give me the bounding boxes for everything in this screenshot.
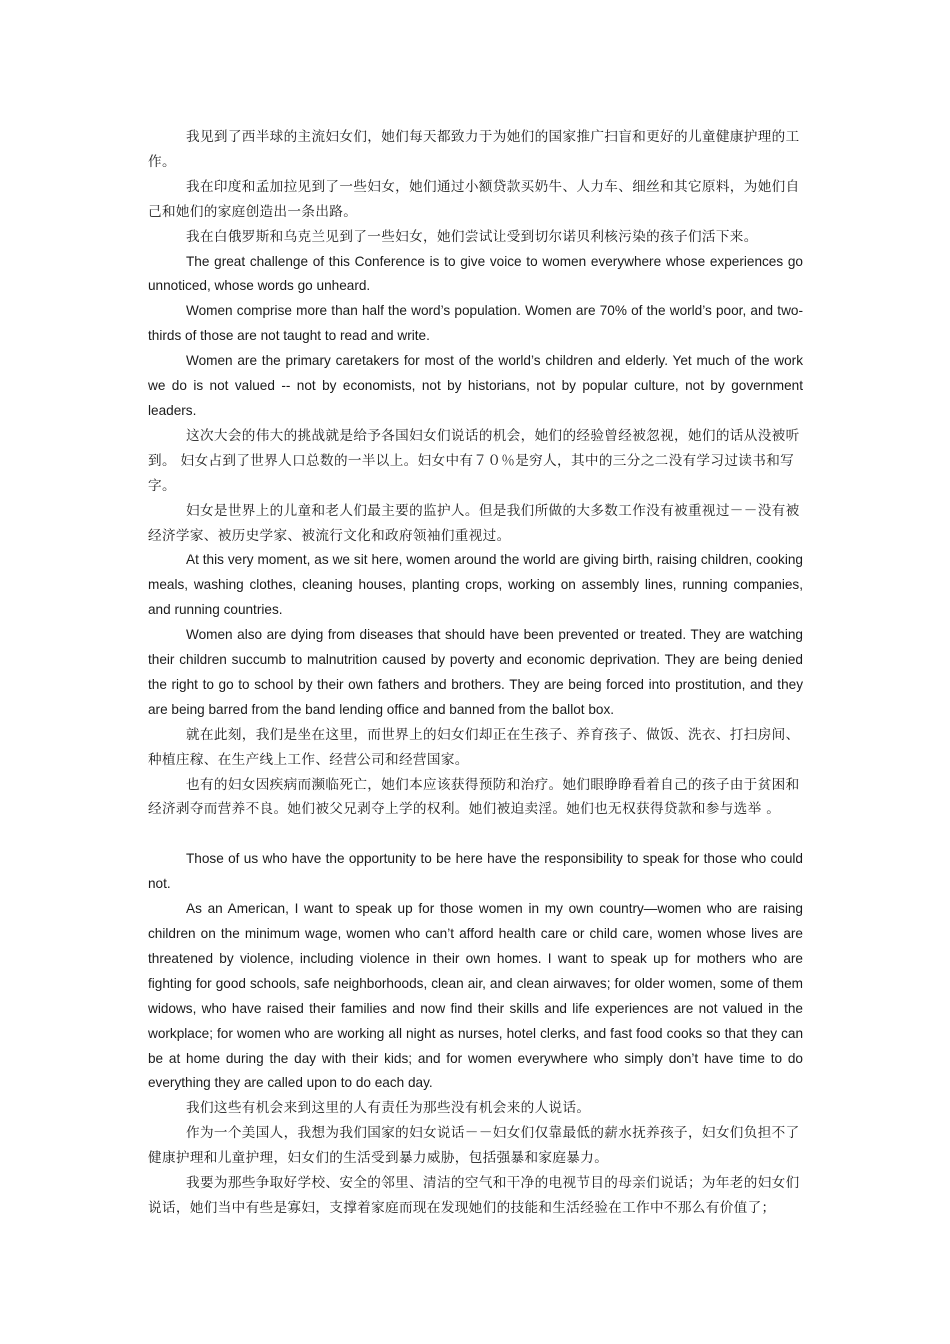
paragraph-english: Women comprise more than half the word’s population. Women are 70% of the world’s poor, and two-thirds of those are not taught to read and write. — [148, 303, 803, 344]
paragraph-chinese: 也有的妇女因疾病而濒临死亡，她们本应该获得预防和治疗。她们眼睁睁看着自己的孩子由于贫困和经济剥夺而营养不良。她们被父兄剥夺上学的权利。她们被迫卖淫。她们也无权获得贷款和参与选举 。 — [148, 776, 800, 818]
paragraph-chinese: 作为一个美国人，我想为我们国家的妇女说话－－妇女们仅靠最低的薪水抚养孩子，妇女们负担不了健康护理和儿童护理，妇女们的生活受到暴力威胁，包括强暴和家庭暴力。 — [148, 1125, 800, 1167]
paragraph-english: As an American, I want to speak up for those women in my own country—women who are raising children on the minimum wage, women who can’t afford health care or child care, women whose lives are threatened by violence, including violence in their own homes. I want to speak up for mothers who are fighting for good schools, safe neighborhoods, clean air, and clean airwaves; for older women, some of them widows, who have raised their families and now find their skills and life experiences are not valued in the workplace; for women who are working all night as nurses, hotel clerks, and fast food cooks so that they can be at home during the day with their kids; and for women everywhere who simply don’t have time to do everything they are called upon to do each day. — [148, 901, 803, 1091]
paragraph-chinese: 我们这些有机会来到这里的人有责任为那些没有机会来的人说话。 — [186, 1100, 591, 1117]
paragraph-spacer — [148, 822, 803, 847]
paragraph-english: Those of us who have the opportunity to be here have the responsibility to speak for those who could not. — [148, 851, 803, 892]
document-body — [148, 125, 803, 1221]
paragraph-chinese: 我在白俄罗斯和乌克兰见到了一些妇女，她们尝试让受到切尔诺贝利核污染的孩子们活下来。 — [186, 228, 758, 245]
paragraph-english: At this very moment, as we sit here, women around the world are giving birth, raising children, cooking meals, washing clothes, cleaning houses, planting crops, working on assembly lines, running companies, and running countries. — [148, 552, 803, 618]
paragraph-chinese: 这次大会的伟大的挑战就是给予各国妇女们说话的机会，她们的经验曾经被忽视，她们的话从没被听到。 妇女占到了世界人口总数的一半以上。妇女中有７０％是穷人，其中的三分之二没有学习过读书和写字。 — [148, 427, 800, 494]
paragraph-english: Women also are dying from diseases that should have been prevented or treated. They are watching their children succumb to malnutrition caused by poverty and economic deprivation. They are being denied the right to go to school by their own fathers and brothers. They are being forced into prostitution, and they are being barred from the band lending office and banned from the ballot box. — [148, 627, 803, 717]
paragraph-chinese: 妇女是世界上的儿童和老人们最主要的监护人。但是我们所做的大多数工作没有被重视过－－没有被经济学家、被历史学家、被流行文化和政府领袖们重视过。 — [148, 502, 800, 544]
paragraph-chinese: 我在印度和孟加拉见到了一些妇女，她们通过小额贷款买奶牛、人力车、细丝和其它原料，为她们自己和她们的家庭创造出一条出路。 — [148, 178, 800, 220]
paragraph-english: Women are the primary caretakers for most of the world’s children and elderly. Yet much of the work we do is not valued -- not by economists, not by historians, not by popular culture, not by government leaders. — [148, 353, 803, 418]
paragraph-english: The great challenge of this Conference is to give voice to women everywhere whose experiences go unnoticed, whose words go unheard. — [148, 253, 803, 294]
paragraph-chinese: 我见到了西半球的主流妇女们，她们每天都致力于为她们的国家推广扫盲和更好的儿童健康护理的工作。 — [148, 129, 800, 170]
paragraph-chinese: 就在此刻，我们是坐在这里，而世界上的妇女们却正在生孩子、养育孩子、做饭、洗衣、打扫房间、种植庄稼、在生产线上工作、经营公司和经营国家。 — [148, 726, 800, 768]
paragraph-chinese: 我要为那些争取好学校、安全的邻里、清洁的空气和干净的电视节目的母亲们说话；为年老的妇女们说话，她们当中有些是寡妇，支撑着家庭而现在发现她们的技能和生活经验在工作中不那么有价值了； — [148, 1175, 800, 1216]
